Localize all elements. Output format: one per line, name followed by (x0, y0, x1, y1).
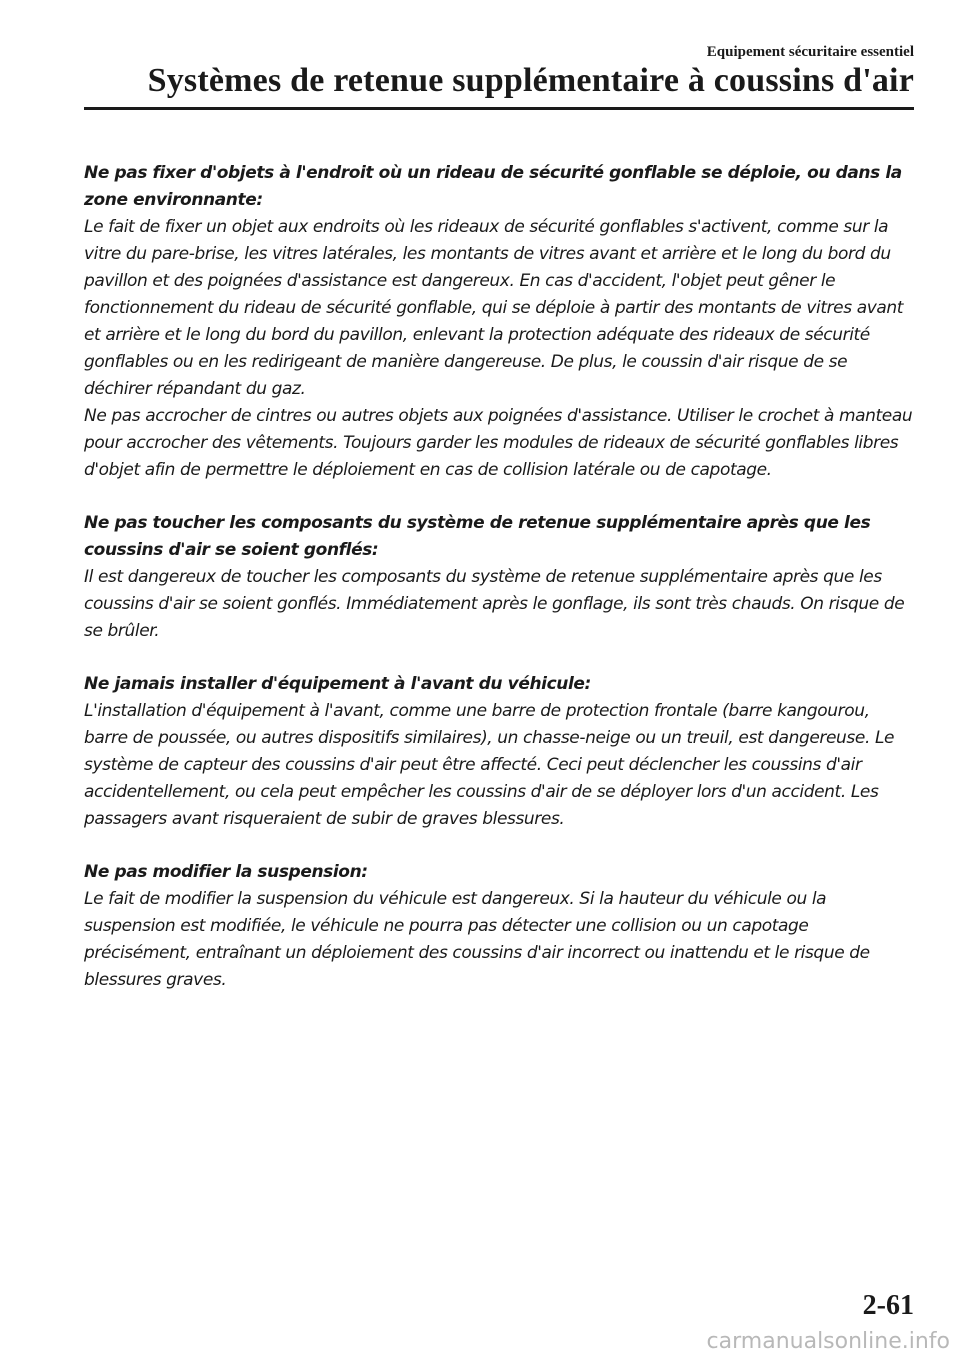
section-paragraph: L'installation d'équipement à l'avant, comme une barre de protection frontale (barre kangourou, barre de poussée, ou autres dispositifs similaires), un chasse-neige ou un treuil, est dangereuse. Le système de capteur des coussins d'air peut être affecté. Ceci peut déclencher les coussins d'air accidentellement, ou cela peut empêcher les coussins d'air de se déployer lors d'un accident. Les passagers avant risqueraient de subir de graves blessures. (84, 701, 895, 829)
warning-section-inflated-components (84, 510, 914, 645)
running-header-section: Equipement sécuritaire essentiel (706, 44, 914, 60)
warning-body (84, 160, 914, 1020)
section-paragraph: Ne pas accrocher de cintres ou autres objets aux poignées d'assistance. Utiliser le crochet à manteau pour accrocher des vêtements. Toujours garder les modules de rideaux de sécurité gonflables libres d'objet afin de permettre le déploiement en cas de collision latérale ou de capotage. (84, 406, 913, 480)
section-heading: Ne pas toucher les composants du système de retenue supplémentaire après que les coussins d'air se soient gonflés: (84, 513, 871, 560)
section-heading: Ne jamais installer d'équipement à l'avant du véhicule: (84, 674, 591, 694)
section-paragraph: Il est dangereux de toucher les composants du système de retenue supplémentaire après que les coussins d'air se soient gonflés. Immédiatement après le gonflage, ils sont très chauds. On risque de se brûler. (84, 567, 905, 641)
page-number: 2-61 (862, 1290, 914, 1321)
header-divider (84, 107, 914, 110)
section-paragraph: Le fait de fixer un objet aux endroits où les rideaux de sécurité gonflables s'activent, comme sur la vitre du pare-brise, les vitres latérales, les montants de vitres avant et arrière et le long du bord du pavillon et des poignées d'assistance est dangereux. En cas d'accident, l'objet peut gêner le fonctionnement du rideau de sécurité gonflable, qui se déploie à partir des montants de vitres avant et arrière et le long du bord du pavillon, enlevant la protection adéquate des rideaux de sécurité gonflables ou en les redirigeant de manière dangereuse. De plus, le coussin d'air risque de se déchirer répandant du gaz. (84, 217, 904, 399)
section-heading: Ne pas modifier la suspension: (84, 862, 368, 882)
watermark: carmanualsonline.info (706, 1329, 950, 1354)
running-header-chapter: Systèmes de retenue supplémentaire à coussins d'air (147, 62, 914, 99)
section-paragraph: Le fait de modifier la suspension du véhicule est dangereux. Si la hauteur du véhicule ou la suspension est modifiée, le véhicule ne pourra pas détecter une collision ou un capotage précisément, entraînant un déploiement des coussins d'air incorrect ou inattendu et le risque de blessures graves. (84, 889, 870, 990)
warning-section-suspension (84, 859, 914, 994)
section-heading: Ne pas fixer d'objets à l'endroit où un rideau de sécurité gonflable se déploie, ou dans la zone environnante: (84, 163, 902, 210)
warning-section-curtain-airbag (84, 160, 914, 484)
warning-section-front-equipment (84, 671, 914, 833)
